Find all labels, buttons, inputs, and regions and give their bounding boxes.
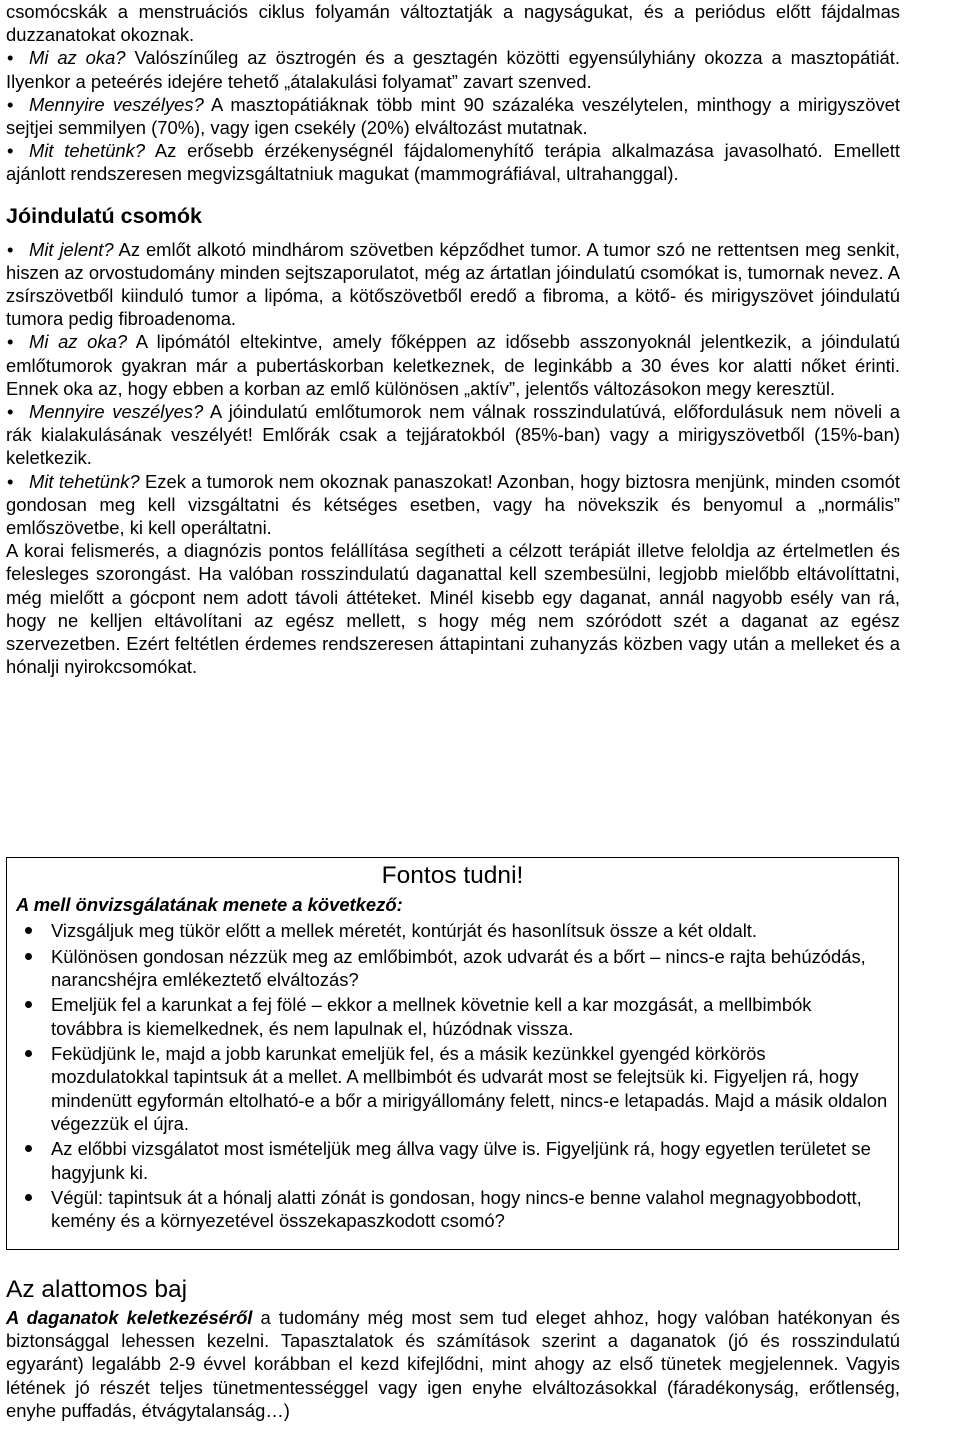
section-heading-insidious: Az alattomos baj bbox=[6, 1276, 188, 1303]
bullet-icon bbox=[25, 1145, 32, 1152]
bullet-icon bbox=[25, 927, 32, 934]
document-page bbox=[6, 0, 900, 678]
list-item: Vizsgáljuk meg tükör előtt a mellek méretét, kontúrját és hasonlítsuk össze a két oldalt. bbox=[16, 919, 888, 942]
question-label: • Mit jelent? bbox=[6, 239, 114, 260]
list-item: Feküdjünk le, majd a jobb karunkat emeljük fel, és a másik kezünkkel gyengéd körkörös mozdulatokkal tapintsuk át a mellet. A mellbimbót és udvarát most se felejtsük ki. Figyeljen rá, hogy mindenütt egyformán eltolható-e a bőr a mirigyállomány felett, nincs-e letapadás. Majd a másik oldalon végezzük el újra. bbox=[16, 1042, 888, 1135]
mastopathy-cause: • Mi az oka? Valószínűleg az ösztrogén és a gesztagén közötti egyensúlyhiány okozza a masztopátiát. Ilyenkor a peteérés idejére tehető „átalakulási folyamat” zavart szenved. bbox=[6, 46, 900, 92]
benign-cause: • Mi az oka? A lipómától eltekintve, amely főképpen az idősebb asszonyoknál jelentkezik, a jóindulatú emlőtumorok gyakran már a pubertáskorban keletkeznek, de leginkább a 30 éves kor alatti nőket érinti. Ennek oka az, hogy ebben a korban az emlő különösen „aktív”, jelentős változásokon megy keresztül. bbox=[6, 330, 900, 400]
question-label: • Mi az oka? bbox=[6, 47, 126, 68]
benign-meaning: • Mit jelent? Az emlőt alkotó mindhárom szövetben képződhet tumor. A tumor szó ne rettentsen meg senkit, hiszen az orvostudomány minden sejtszaporulatot, még az ártatlan jóindulatú csomókat is, tumornak nevez. A zsírszövetből kiinduló tumor a lipóma, a kötőszövetből eredő a fibroma, a kötő- és mirigyszövet jóindulatú tumora pedig fibroadenoma. bbox=[6, 238, 900, 331]
question-label: • Mennyire veszélyes? bbox=[6, 401, 203, 422]
list-item: Emeljük fel a karunkat a fej fölé – ekkor a mellnek követnie kell a kar mozgását, a mellbimbók továbbra is kiemelkednek, és nem lapulnak el, húzódnak vissza. bbox=[16, 993, 888, 1039]
bullet-icon bbox=[25, 1194, 32, 1201]
bullet-icon bbox=[25, 1001, 32, 1008]
question-label: • Mi az oka? bbox=[6, 331, 127, 352]
list-item: Az előbbi vizsgálatot most ismételjük meg állva vagy ülve is. Figyeljünk rá, hogy egyetlen területet se hagyjunk ki. bbox=[16, 1137, 888, 1183]
question-label: • Mit tehetünk? bbox=[6, 140, 145, 161]
bullet-icon bbox=[25, 953, 32, 960]
benign-todo: • Mit tehetünk? Ezek a tumorok nem okoznak panaszokat! Azonban, hogy biztosra menjünk, minden csomót gondosan meg kell vizsgáltatni és kétséges esetben, vagy ha növekszik és benyomul a „normális” emlőszövetbe, ki kell operáltatni. bbox=[6, 470, 900, 540]
lead-bold-text: A daganatok keletkezéséről bbox=[6, 1307, 253, 1328]
question-label: • Mennyire veszélyes? bbox=[6, 94, 204, 115]
list-item: Végül: tapintsuk át a hónalj alatti zónát is gondosan, hogy nincs-e benne valahol megnagyobbodott, kemény és a környezetével összekapaszkodott csomó? bbox=[16, 1186, 888, 1232]
box-subtitle: A mell önvizsgálatának menete a következő: bbox=[16, 894, 403, 915]
mastopathy-intro: csomócskák a menstruációs ciklus folyamán változtatják a nagyságukat, és a periódus előtt fájdalmas duzzanatokat okoznak. bbox=[6, 1, 900, 46]
mastopathy-danger: • Mennyire veszélyes? A masztopátiáknak több mint 90 százaléka veszélytelen, minthogy a mirigyszövet sejtjei semmilyen (70%), vagy igen csekély (20%) elváltozást mutatnak. bbox=[6, 93, 900, 139]
question-label: • Mit tehetünk? bbox=[6, 471, 140, 492]
benign-danger: • Mennyire veszélyes? A jóindulatú emlőtumorok nem válnak rosszindulatúvá, előfordulásuk nem növeli a rák kialakulásának veszélyét! Emlőrák csak a tejjáratokból (85%-ban) vagy a mirigyszövetből (15%-ban) keletkezik. bbox=[6, 400, 900, 470]
insidious-paragraph-wrap bbox=[6, 1306, 900, 1422]
early-detection-paragraph: A korai felismerés, a diagnózis pontos felállítása segítheti a célzott terápiát illetve feloldja az értelmetlen és felesleges szorongást. Ha valóban rosszindulatú daganattal kell szembesülni, legjobb mielőbb eltávolíttatni, még mielőtt a gócpont nem adott távoli áttéteket. Minél kisebb egy daganat, annál nagyobb esély van rá, hogy ne kelljen eltávolítani az egész mellett, s hogy még nem szóródott szét a daganat az egész szervezetben. Ezért feltétlen érdemes rendszeresen áttapintani zuhanyzás közben vagy után a melleket és a hónalji nyirokcsomókat. bbox=[6, 540, 900, 678]
important-info-box bbox=[6, 857, 899, 1250]
section-heading-benign: Jóindulatú csomók bbox=[6, 203, 202, 228]
self-exam-steps bbox=[16, 919, 888, 1235]
mastopathy-todo: • Mit tehetünk? Az erősebb érzékenységnél fájdalomenyhítő terápia alkalmazása javasolható. Emellett ajánlott rendszeresen megvizsgáltatniuk magukat (mammográfiával, ultrahanggal). bbox=[6, 139, 900, 185]
list-item: Különösen gondosan nézzük meg az emlőbimbót, azok udvarát és a bőrt – nincs-e rajta behúzódás, narancshéjra emlékeztető elváltozás? bbox=[16, 945, 888, 991]
insidious-paragraph: A daganatok keletkezéséről a tudomány még most sem tud eleget ahhoz, hogy valóban hatékonyan és biztonsággal lehessen kezelni. Tapasztalatok és számítások szerint a daganatok (jó és rosszindulatú egyaránt) legalább 2-9 évvel korábban el kezd kifejlődni, mint ahogy az első tünetek megjelennek. Vagyis létének jó részét teljes tünetmentességgel vagy igen enyhe elváltozásokkal (fáradékonyság, erőtlenség, enyhe puffadás, étvágytalanság…) bbox=[6, 1307, 901, 1421]
box-title: Fontos tudni! bbox=[381, 862, 524, 889]
bullet-icon bbox=[25, 1050, 32, 1057]
